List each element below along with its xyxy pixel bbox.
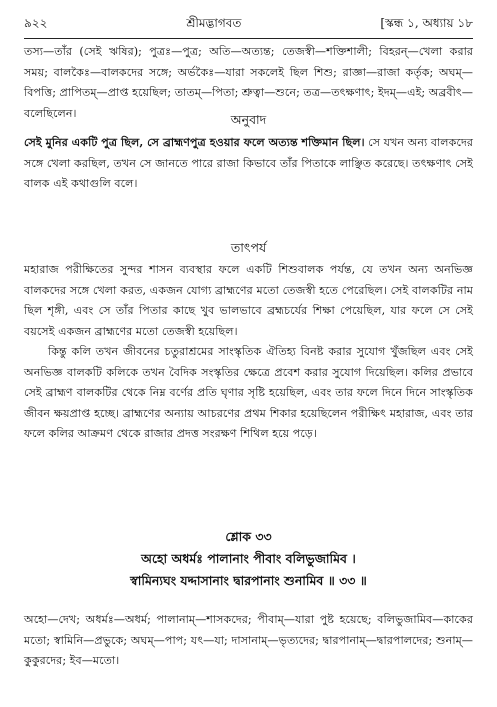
verse-heading: শ্লোক ৩৩ bbox=[225, 529, 272, 544]
purport-paragraph-1: মহারাজ পরীক্ষিতের সুন্দর শাসন ব্যবস্থার ফলে একটি শিশুবালক পর্যন্ত, যে তখন অন্য অনভিজ্ঞ বালকদের সঙ্গে খেলা করত, একজন যোগ্য ব্রাহ্মণের মতো তেজস্বী হতে পেরেছিল। সেই বালকটির নাম ছিল শৃঙ্গী, এবং সে তাঁর পিতার কাছে খুব ভালভাবে ব্রহ্মচর্যের শিক্ষা পেয়েছিল, যার ফলে সে সেই বয়সেই একজন ব্রাহ্মণের মতো তেজস্বী হয়েছিল। bbox=[24, 263, 473, 338]
chapter-reference: [স্কন্ধ ১, অধ্যায় ১৮ bbox=[380, 16, 473, 30]
verse-section bbox=[24, 526, 473, 596]
verse-line-1: অহো অধর্মঃ পালানাং পীবাং বলিভুজামিব । bbox=[141, 551, 356, 566]
word-meanings-bottom bbox=[24, 610, 473, 672]
synonyms-text: তস্য—তাঁর (সেই ঋষির); পুত্রঃ—পুত্র; অতি—অত্যন্ত; তেজস্বী—শক্তিশালী; বিহরন্—খেলা করার সময়; বালকৈঃ—বালকদের সঙ্গে; অর্ভকৈঃ—যারা সকলেই ছিল শিশু; রাজ্ঞা—রাজা কর্তৃক; অঘম্—বিপত্তি; প্রাপিতম্—প্রাপ্ত হয়েছিল; তাতম্—পিতা; শ্রুত্বা—শুনে; তত্র—তৎক্ষণাৎ; ইদম্—এই; অব্রবীৎ—বলেছিলেন। bbox=[24, 45, 473, 120]
synonyms-bottom-text: অহো—দেখ; অধর্মঃ—অধর্ম; পালানাম্—শাসকদের; পীবাম্—যারা পুষ্ট হয়েছে; বলিভুজামিব—কাকের মতো; স্বামিনি—প্রভুকে; অঘম্—পাপ; যৎ—যা; দাসানাম্—ভৃত্যদের; দ্বারপানাম্—দ্বারপালদের; শুনাম্—কুকুরদের; ইব—মতো। bbox=[24, 613, 473, 667]
purport-paragraph-2: কিন্তু কলি তখন জীবনের চতুরাশ্রমের সাংস্কৃতিক ঐতিহ্য বিনষ্ট করার সুযোগ খুঁজছিল এবং সেই অনভিজ্ঞ বালকটি কলিকে তখন বৈদিক সংস্কৃতির ক্ষেত্রে প্রবেশ করার সুযোগ দিয়েছিল। কলির প্রভাবে সেই ব্রাহ্মণ বালকটির থেকে নিম্ন বর্ণের প্রতি ঘৃণার সৃষ্টি হয়েছিল, এবং তার ফলে দিনে দিনে সাংস্কৃতিক জীবন ক্ষয়প্রাপ্ত হচ্ছে। ব্রাহ্মণের অন্যায় আচরণের প্রথম শিকার হয়েছিলেন পরীক্ষিৎ মহারাজ, এবং তার ফলে কলির আক্রমণ থেকে রাজার প্রদত্ত সংরক্ষণ শিথিল হয়ে পড়ে। bbox=[24, 345, 473, 440]
translation-bold: সেই মুনির একটি পুত্র ছিল, সে ব্রাহ্মণপুত্র হওয়ার ফলে অত্যন্ত শক্তিমান ছিল। bbox=[24, 135, 365, 149]
page-number: ৯২২ bbox=[24, 16, 48, 30]
translation-section bbox=[24, 108, 473, 195]
translation-rest: সে যখন অন্য বালকদের সঙ্গে খেলা করছিল, তখন সে জানতে পারে রাজা কিভাবে তাঁর পিতাকে লাঞ্ছিত করেছে। তৎক্ষণাৎ সেই বালক এই কথাগুলি বলে। bbox=[24, 136, 473, 190]
verse-line-2: স্বামিন্যঘং যদ্দাসানাং দ্বারপানাং শুনামিব ॥ ৩৩ ॥ bbox=[130, 573, 367, 588]
purport-heading: তাৎপর্য bbox=[230, 240, 267, 255]
translation-heading: অনুবাদ bbox=[230, 112, 267, 127]
page-header bbox=[24, 14, 473, 36]
purport-section bbox=[24, 236, 473, 445]
book-title: শ্রীমদ্ভাগবত bbox=[186, 16, 242, 30]
header-divider bbox=[24, 38, 473, 39]
translation-text bbox=[24, 132, 473, 195]
